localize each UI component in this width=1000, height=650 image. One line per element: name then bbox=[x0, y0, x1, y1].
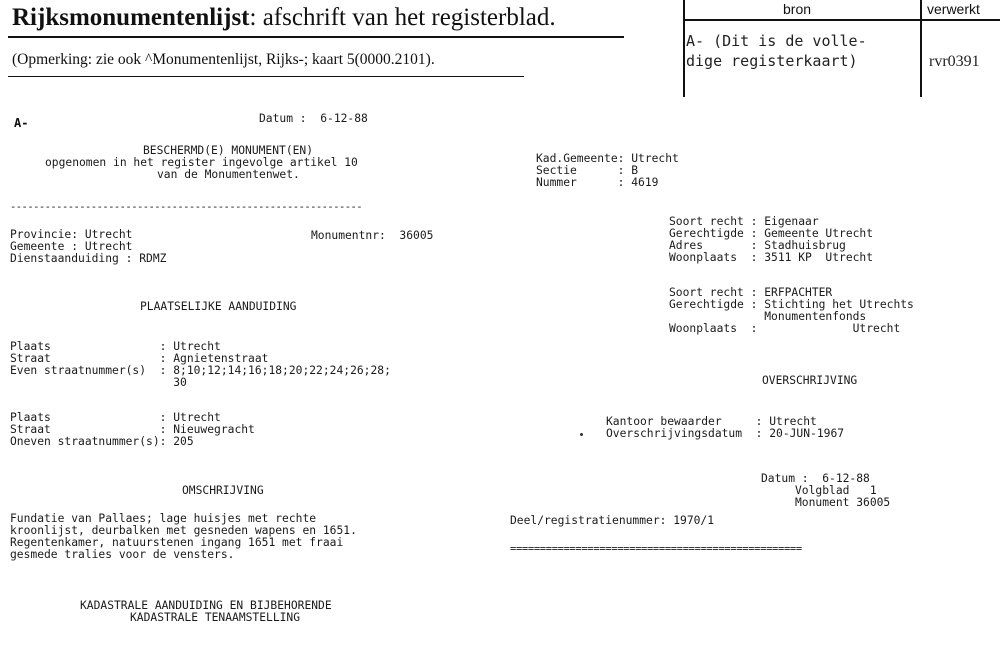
description-line: Fundatie van Pallaes; lage huisjes met rechte bbox=[10, 512, 317, 525]
footer-monument-line: Monument 36005 bbox=[761, 496, 891, 509]
owner-line: Soort recht : Eigenaar bbox=[669, 215, 819, 228]
provincie-line: Provincie: Utrecht bbox=[10, 228, 133, 241]
address-line: 30 bbox=[10, 376, 187, 389]
table-border-mid bbox=[920, 0, 922, 97]
owner-line: Woonplaats : 3511 KP Utrecht bbox=[669, 251, 874, 264]
page-title bbox=[12, 2, 556, 34]
remark-note: (Opmerking: zie ook ^Monumentenlijst, Rijks-; kaart 5(0000.2101). bbox=[12, 51, 435, 68]
source-table bbox=[683, 0, 1000, 97]
overschrijving-line: Overschrijvingsdatum : 20-JUN-1967 bbox=[606, 427, 845, 440]
table-border-left bbox=[683, 0, 685, 97]
description-line: gesmede tralies voor de vensters. bbox=[10, 548, 235, 561]
table-cell-verwerkt: rvr0391 bbox=[929, 53, 980, 70]
address-line: Straat : Nieuwegracht bbox=[10, 423, 255, 436]
heading-opgenomen: opgenomen in het register ingevolge artikel 10 bbox=[45, 156, 358, 169]
heading-omschrijving: OMSCHRIJVING bbox=[182, 484, 264, 497]
gemeente-line: Gemeente : Utrecht bbox=[10, 240, 133, 253]
deel-registratienummer: Deel/registratienummer: 1970/1 bbox=[510, 514, 715, 527]
address-line: Straat : Agnietenstraat bbox=[10, 352, 269, 365]
owner-line: Soort recht : ERFPACHTER bbox=[669, 286, 833, 299]
equals-separator: ================================================= bbox=[510, 543, 802, 555]
card-mark: A- bbox=[14, 116, 29, 130]
kadastraal-line: Sectie : B bbox=[536, 164, 639, 177]
dash-separator: ------------------------------------------------------------- bbox=[10, 201, 363, 213]
description-line: Regentenkamer, natuurstenen ingang 1651 met fraai bbox=[10, 536, 344, 549]
table-cell-bron-line1: A- (Dit is de volle- bbox=[686, 32, 867, 50]
owner-line: Gerechtigde : Stichting het Utrechts bbox=[669, 298, 914, 311]
heading-beschermd: BESCHERMD(E) MONUMENT(EN) bbox=[143, 144, 314, 157]
owner-line: Gerechtigde : Gemeente Utrecht bbox=[669, 227, 874, 240]
address-line: Plaats : Utrecht bbox=[10, 411, 221, 424]
address-line: Even straatnummer(s) : 8;10;12;14;16;18;20;22;24;26;28; bbox=[10, 364, 391, 377]
dienst-line: Dienstaanduiding : RDMZ bbox=[10, 252, 167, 265]
title-underline bbox=[8, 36, 624, 38]
heading-kadastrale-2: KADASTRALE TENAAMSTELLING bbox=[130, 611, 301, 624]
title-rest: : afschrift van het registerblad. bbox=[249, 4, 556, 31]
footer-volgblad-line: Volgblad 1 bbox=[761, 484, 877, 497]
kadastraal-line: Nummer : 4619 bbox=[536, 176, 659, 189]
table-header-bron: bron bbox=[783, 1, 812, 17]
table-cell-bron-line2: dige registerkaart) bbox=[686, 52, 858, 70]
heading-kadastrale-1: KADASTRALE AANDUIDING EN BIJBEHORENDE bbox=[80, 599, 332, 612]
speck-mark bbox=[580, 433, 583, 436]
table-header-verwerkt: verwerkt bbox=[927, 1, 980, 17]
heading-monumentenwet: van de Monumentenwet. bbox=[157, 168, 300, 181]
table-header-rule bbox=[683, 19, 1000, 21]
title-bold: Rijksmonumentenlijst bbox=[12, 4, 250, 31]
overschrijving-line: Kantoor bewaarder : Utrecht bbox=[606, 415, 817, 428]
owner-line: Woonplaats : Utrecht bbox=[669, 322, 901, 335]
footer-datum-line: Datum : 6-12-88 bbox=[761, 472, 870, 485]
address-line: Oneven straatnummer(s): 205 bbox=[10, 435, 194, 448]
owner-line: Adres : Stadhuisbrug bbox=[669, 239, 846, 252]
heading-overschrijving: OVERSCHRIJVING bbox=[762, 374, 858, 387]
kadastraal-line: Kad.Gemeente: Utrecht bbox=[536, 152, 679, 165]
heading-plaatselijke: PLAATSELIJKE AANDUIDING bbox=[140, 300, 297, 313]
monumentnr-line: Monumentnr: 36005 bbox=[311, 229, 434, 242]
note-underline bbox=[8, 76, 524, 77]
description-line: kroonlijst, deurbalken met gesneden wapens en 1651. bbox=[10, 524, 357, 537]
card-datum: Datum : 6-12-88 bbox=[259, 112, 368, 125]
address-line: Plaats : Utrecht bbox=[10, 340, 221, 353]
owner-line: Monumentenfonds bbox=[669, 310, 867, 323]
